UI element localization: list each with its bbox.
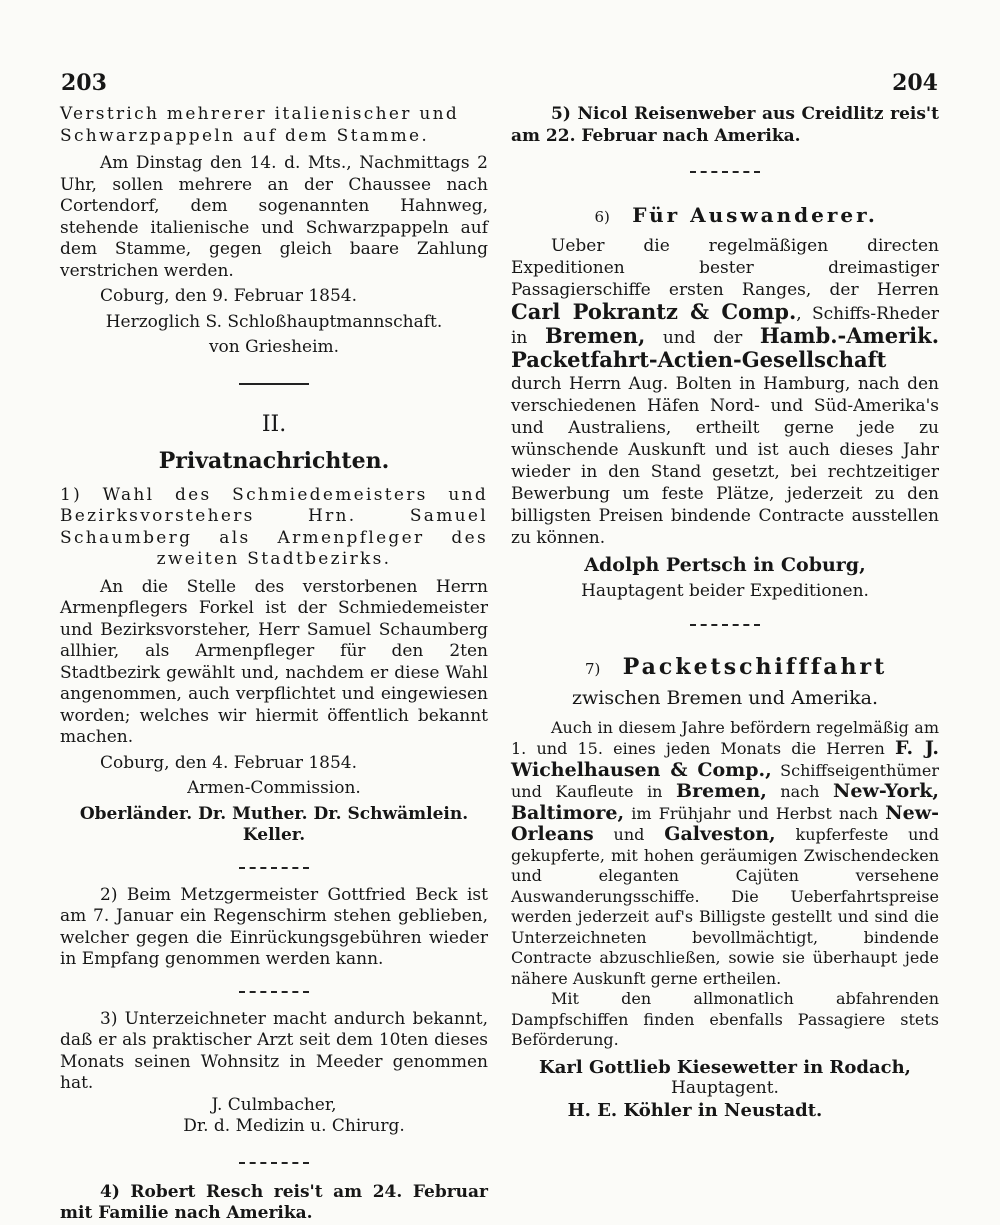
notice-1-heading: Verstrich mehrerer italienischer und Schwarzpappeln auf dem Stamme. [60,104,460,146]
notice-n7-title: Packetschifffahrt [622,654,888,680]
notice-n7-title-line [511,652,939,684]
notice-n5-body: 5) Nicol Reisenweber aus Creidlitz reis't am 22. Februar nach Amerika. [511,104,939,146]
section-numeral: II. [261,411,287,437]
firm-hapag: Hamb.-Amerik. Packetfahrt-Actien-Gesellschaft [511,323,939,372]
left-column [60,104,488,1225]
page-number-left: 203 [61,70,107,96]
cities-newyork-baltimore: New-York, Baltimore, [511,780,940,824]
notice-n7-number: 7) [585,660,601,678]
notice-n4-body: 4) Robert Resch reis't am 24. Februar mit Familie nach Amerika. [60,1181,488,1223]
divider [239,1162,309,1164]
notice-n3-name: J. Culmbacher, [211,1094,337,1115]
notice-n6-body: Ueber die regelmäßigen directen Expeditionen bester dreimastiger Passagierschiffe ersten Ranges, der Herren Carl Pokrantz & Comp., Schiffs-Rheder in Bremen, und der Hamb.-Amerik. Packetfahrt-Actien-Gesellschaft durch Herrn Aug. Bolten in Hamburg, nach den verschiedenen Häfen Nord- und Süd-Amerika's und Australiens, ertheilt gerne jede zu wünschende Auskunft und ist auch dieses Jahr wieder in den Stand gesetzt, bei rechtzeitiger Bewerbung um feste Plätze, jederzeit zu den billigsten Preisen bindende Contracte ausstellen zu können. [511,236,939,548]
city-bremen-2: Bremen, [676,780,767,802]
page-number-right: 204 [892,70,938,96]
notice-n1-date: Coburg, den 4. Februar 1854. [100,752,358,773]
section-title: Privatnachrichten. [158,447,390,474]
notice-n3-title: Dr. d. Medizin u. Chirurg. [183,1116,405,1136]
notice-n1-body: An die Stelle des verstorbenen Herrn Armenpflegers Forkel ist der Schmiedemeister und Bezirksvorsteher, Herr Samuel Schaumberg allhier, als Armenpfleger für den 2ten Stadtbezirk gewählt und, nachdem er diese Wahl angenommen, auch verpflichtet und eingewiesen worden; welches wir hiermit öffentlich bekannt machen. [60,576,488,747]
notice-1-office: Herzoglich S. Schloßhauptmannschaft. [105,311,443,332]
notice-n6-agent: Adolph Pertsch in Coburg, [584,554,866,576]
divider [239,867,309,869]
notice-n7-subtitle: zwischen Bremen und Amerika. [571,687,879,709]
firm-wichelhausen: F. J. Wichelhausen & Comp., [511,737,940,781]
notice-n6-agent-title: Hauptagent beider Expeditionen. [581,580,869,601]
firm-pokrantz: Carl Pokrantz & Comp. [511,299,797,324]
notice-n1-office: Armen-Commission. [187,778,361,798]
notice-n1-heading: 1) Wahl des Schmiedemeisters und Bezirksvorstehers Hrn. Samuel Schaumberg als Armenpfleger des zweiten Stadtbezirks. [60,484,488,569]
notice-n6-title: Für Auswanderer. [632,203,878,227]
notice-n7-agent-1-title: Hauptagent. [671,1078,779,1098]
city-new-orleans: New-Orleans [511,801,939,845]
city-galveston: Galveston, [664,823,776,845]
notice-n7-body: Auch in diesem Jahre befördern regelmäßig am 1. und 15. eines jeden Monats die Herren F. J. Wichelhausen & Comp., Schiffseigenthümer und Kaufleute in Bremen, nach New-York, Baltimore, im Frühjahr und Herbst nach New-Orleans und Galveston, kupferfeste und gekupferte, mit hohen geräumigen Zwischendecken und eleganten Cajüten versehene Auswanderungsschiffe. Die Ueberfahrtspreise werden jederzeit auf's Billigste gestellt und sind die Unterzeichneten bevollmächtigt, bindende Contracte abzuschließen, sowie sie überhaupt jede nähere Auskunft gerne ertheilen. [511,717,940,988]
notice-n7-agent-1: Karl Gottlieb Kiesewetter in Rodach, [539,1056,911,1078]
divider [690,624,760,626]
notice-n2-body: 2) Beim Metzgermeister Gottfried Beck ist am 7. Januar ein Regenschirm stehen geblieben, welcher gegen die Einrückungsgebühren wieder in Empfang genommen werden kann. [60,884,488,969]
notice-1-body: Am Dinstag den 14. d. Mts., Nachmittags 2 Uhr, sollen mehrere an der Chaussee nach Cortendorf, dem sogenannten Hahnweg, stehende italienische und Schwarzpappeln auf dem Stamme, gegen gleich baare Zahlung verstrichen werden. [60,153,488,281]
divider [239,383,309,385]
notice-n7-agent-2: H. E. Köhler in Neustadt. [567,1099,823,1121]
city-bremen: Bremen, [544,323,646,348]
notice-n3-body: 3) Unterzeichneter macht andurch bekannt, daß er als praktischer Arzt seit dem 10ten dieses Monats seinen Wohnsitz in Meeder genommen hat. [60,1008,488,1093]
notice-n6-title-line [511,201,939,231]
notice-n6-number: 6) [594,208,610,226]
divider [690,171,760,173]
right-column [511,104,939,1121]
notice-1-date: Coburg, den 9. Februar 1854. [100,286,358,306]
notice-n1-signers: Oberländer. Dr. Muther. Dr. Schwämlein. Keller. [79,803,469,845]
divider [239,991,309,993]
notice-n7-steamers: Mit den allmonatlich abfahrenden Dampfschiffen finden ebenfalls Passagiere stets Beförderung. [511,989,939,1049]
notice-1-signer: von Griesheim. [208,337,340,357]
